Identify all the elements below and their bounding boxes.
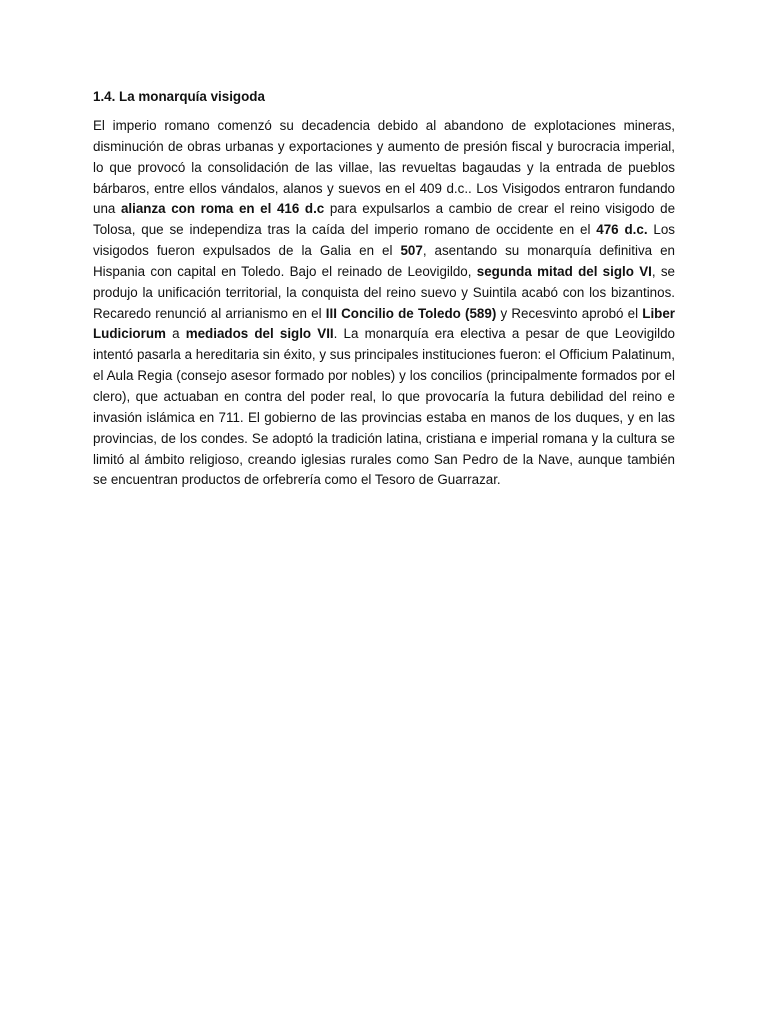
- bold-text-run: alianza con roma en el 416 d.c: [120, 201, 325, 217]
- text-run: , se produjo la unificación territorial, la conquista del reino suevo y Suintila acabó con los bizantinos. Recaredo renunció al arrianismo en el: [93, 263, 675, 321]
- text-run: El imperio romano comenzó su decadencia debido al abandono de explotaciones mineras, disminución de obras urbanas y exportaciones y aumento de presión fiscal y burocracia imperial, lo que provocó la consolidación de las villae, las revueltas bagaudas y la entrada de pueblos bárbaros, entre ellos vándalos, alanos y suevos en el 409 d.c.. Los Visigodos entraron fundando una: [93, 118, 675, 217]
- text-run: Los visigodos fueron expulsados de la Galia en el: [93, 222, 675, 259]
- document-content: [93, 86, 675, 491]
- text-run: y Recesvinto aprobó el: [496, 305, 643, 321]
- bold-text-run: 507: [400, 243, 423, 259]
- section-heading: 1.4. La monarquía visigoda: [93, 89, 265, 104]
- text-run: a: [165, 326, 186, 342]
- bold-text-run: 476 d.c.: [596, 222, 648, 238]
- text-run: . La monarquía era electiva a pesar de que Leovigildo intentó pasarla a hereditaria sin éxito, y sus principales instituciones fueron: el Officium Palatinum, el Aula Regia (consejo asesor formado por nobles) y los concilios (principalmente formados por el clero), que actuaban en contra del poder real, lo que provocaría la futura debilidad del reino e invasión islámica en 711. El gobierno de las provincias estaba en manos de los duques, y en las provincias, de los condes. Se adoptó la tradición latina, cristiana e imperial romana y la cultura se limitó al ámbito religioso, creando iglesias rurales como San Pedro de la Nave, aunque también se encuentran productos de orfebrería como el Tesoro de Guarrazar.: [93, 326, 675, 488]
- bold-text-run: Liber Ludiciorum: [93, 305, 676, 342]
- bold-text-run: III Concilio de Toledo (589): [325, 305, 497, 321]
- bold-text-run: mediados del siglo VII: [185, 326, 334, 342]
- bold-text-run: segunda mitad del siglo VI: [476, 263, 652, 279]
- text-run: para expulsarlos a cambio de crear el reino visigodo de Tolosa, que se independiza tras la caída del imperio romano de occidente en el: [93, 201, 676, 238]
- text-run: , asentando su monarquía definitiva en Hispania con capital en Toledo. Bajo el reinado de Leovigildo,: [93, 243, 675, 279]
- body-paragraph: [93, 116, 675, 491]
